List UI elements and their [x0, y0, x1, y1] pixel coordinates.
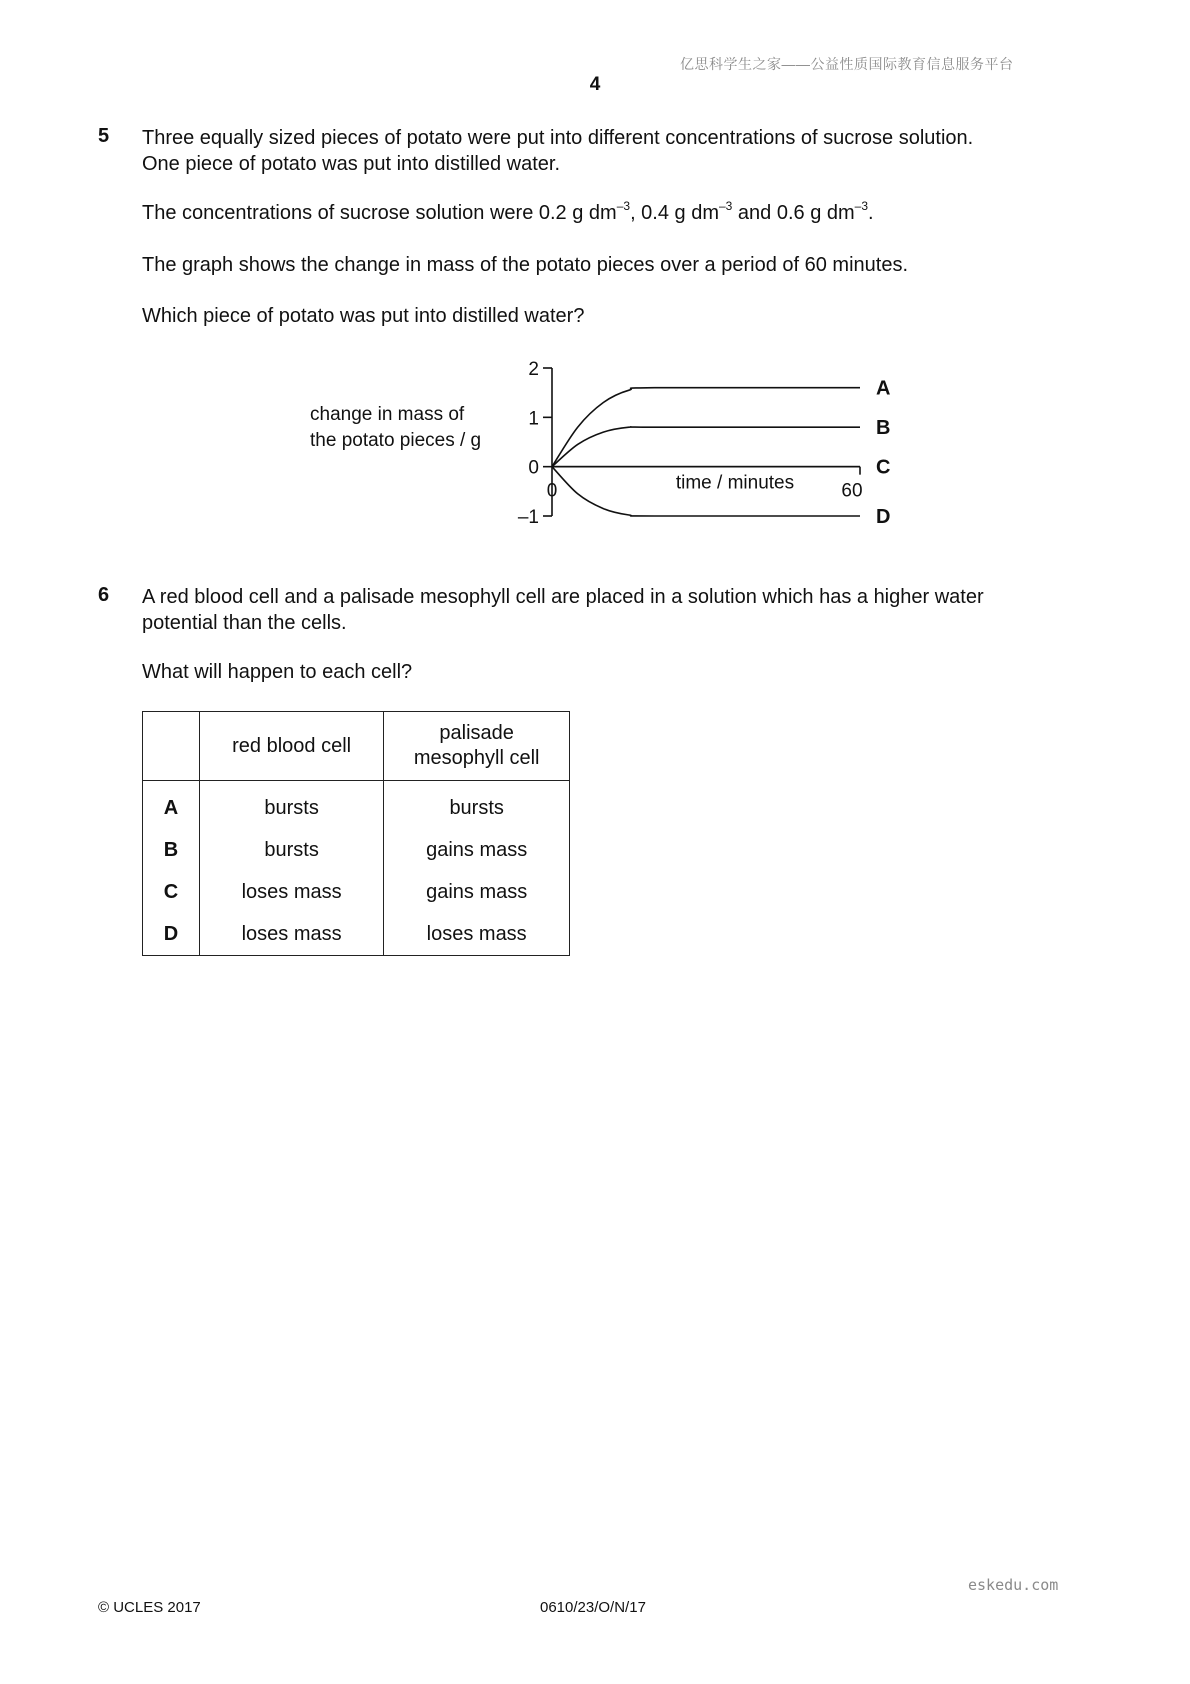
- conc-mid-1: , 0.4 g dm: [630, 202, 719, 224]
- footer-paper-code: 0610/23/O/N/17: [540, 1599, 646, 1616]
- question-6-number: 6: [98, 584, 110, 606]
- mass-change-graph: [500, 350, 900, 540]
- x-tick-label: 0: [546, 480, 558, 502]
- question-6-line1: A red blood cell and a palisade mesophyll cell are placed in a solution which has a higher water: [142, 586, 984, 608]
- y-tick-label: –1: [517, 507, 539, 528]
- question-5-concentrations: [142, 200, 874, 226]
- question-5-line2: One piece of potato was put into distilled water.: [142, 153, 561, 175]
- table-row-key: C: [143, 871, 200, 913]
- graph-series: [552, 388, 863, 516]
- table-row-key: A: [143, 781, 200, 830]
- table-cell-rbc: bursts: [199, 781, 384, 830]
- conc-end: .: [868, 202, 874, 224]
- page-number: 4: [589, 74, 601, 95]
- footer-copyright: © UCLES 2017: [98, 1599, 201, 1616]
- question-6-intro: [142, 584, 1096, 636]
- y-tick-label: 1: [528, 408, 539, 430]
- table-cell-palisade: loses mass: [384, 913, 570, 956]
- conc-prefix: The concentrations of sucrose solution were 0.2 g dm: [142, 202, 617, 224]
- table-row: [143, 913, 570, 956]
- table-header-palisade-line2: mesophyll cell: [413, 747, 540, 769]
- table-header-palisade: [384, 712, 570, 781]
- graph-axes: [543, 368, 863, 516]
- y-tick-label: 0: [528, 457, 539, 479]
- table-cell-palisade: gains mass: [384, 871, 570, 913]
- table-cell-palisade: bursts: [384, 781, 570, 830]
- question-5-question: Which piece of potato was put into distilled water?: [142, 305, 585, 327]
- table-row-key: B: [143, 829, 200, 871]
- series-label-c: C: [876, 456, 891, 479]
- question-5-line1: Three equally sized pieces of potato were put into different concentrations of sucrose solution.: [142, 127, 974, 149]
- conc-mid-2: and 0.6 g dm: [732, 202, 855, 224]
- cell-response-table: [142, 711, 570, 956]
- table-row-key: D: [143, 913, 200, 956]
- table-header-rbc: red blood cell: [199, 712, 384, 781]
- conc-exponent-1: –3: [616, 199, 631, 213]
- table-cell-rbc: loses mass: [199, 913, 384, 956]
- table-header-empty: [143, 712, 200, 781]
- header-watermark: 亿思科学生之家——公益性质国际教育信息服务平台: [680, 56, 1014, 72]
- table-row: [143, 871, 570, 913]
- table-header-palisade-line1: palisade: [439, 722, 514, 744]
- series-label-d: D: [876, 506, 891, 528]
- table-cell-rbc: loses mass: [199, 871, 384, 913]
- conc-exponent-3: –3: [854, 199, 869, 213]
- table-header-row: [143, 712, 570, 781]
- graph-labels: [518, 359, 891, 528]
- question-6-line2: potential than the cells.: [142, 612, 347, 634]
- table-row: [143, 781, 570, 830]
- x-axis-label: time / minutes: [675, 472, 795, 494]
- conc-exponent-2: –3: [719, 199, 733, 213]
- footer-site: eskedu.com: [968, 1576, 1059, 1594]
- table-cell-rbc: bursts: [199, 829, 384, 871]
- question-5-intro: [142, 125, 1096, 177]
- graph-ylabel-line2: the potato pieces / g: [310, 430, 482, 451]
- series-line-b: [552, 427, 860, 467]
- table-cell-palisade: gains mass: [384, 829, 570, 871]
- y-tick-label: 2: [528, 359, 539, 380]
- question-6-question: What will happen to each cell?: [142, 661, 413, 683]
- series-label-b: B: [876, 417, 891, 440]
- question-5-graph-sentence: The graph shows the change in mass of the potato pieces over a period of 60 minutes.: [142, 254, 909, 276]
- graph-ylabel: [310, 402, 481, 454]
- graph-ylabel-line1: change in mass of: [310, 404, 465, 425]
- x-tick-label: 60: [841, 480, 863, 502]
- series-label-a: A: [876, 377, 891, 400]
- question-5-number: 5: [98, 125, 110, 147]
- table-row: [143, 829, 570, 871]
